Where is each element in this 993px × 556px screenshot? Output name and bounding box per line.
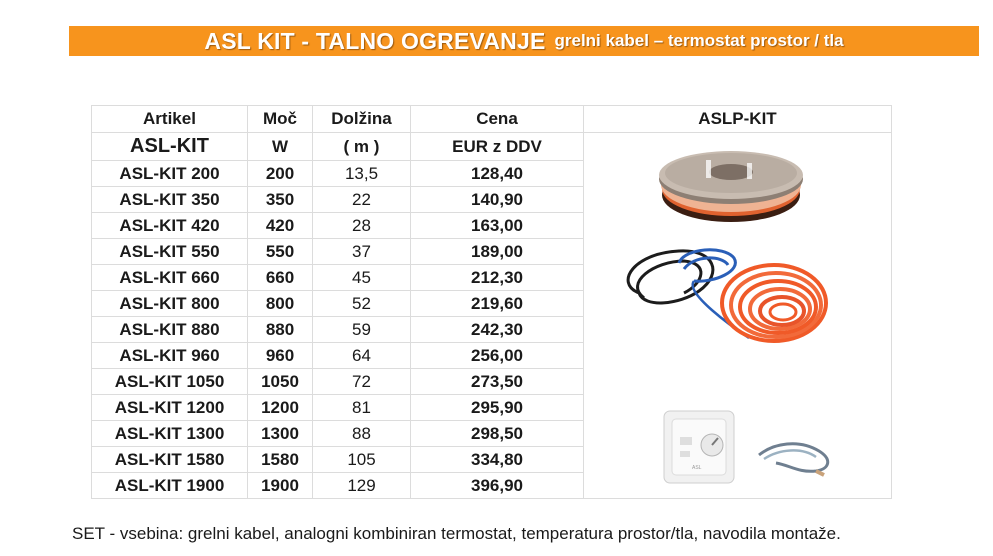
cell-cena: 298,50 <box>411 421 584 447</box>
cell-dolzina: 52 <box>313 291 411 317</box>
header-moc: Moč <box>248 106 313 133</box>
header-artikel: Artikel <box>92 106 248 133</box>
cell-dolzina: 64 <box>313 343 411 369</box>
cell-cena: 128,40 <box>411 161 584 187</box>
cell-moc: 550 <box>248 239 313 265</box>
cell-moc: 350 <box>248 187 313 213</box>
cell-dolzina: 45 <box>313 265 411 291</box>
cell-artikel: ASL-KIT 350 <box>92 187 248 213</box>
page-title: ASL KIT - TALNO OGREVANJE <box>204 27 546 54</box>
cell-moc: 420 <box>248 213 313 239</box>
cell-cena: 396,90 <box>411 473 584 499</box>
cell-dolzina: 28 <box>313 213 411 239</box>
cell-moc: 800 <box>248 291 313 317</box>
cable-reel-image <box>659 151 803 222</box>
cell-artikel: ASL-KIT 1580 <box>92 447 248 473</box>
cell-cena: 334,80 <box>411 447 584 473</box>
cell-cena: 140,90 <box>411 187 584 213</box>
cell-artikel: ASL-KIT 800 <box>92 291 248 317</box>
cell-cena: 219,60 <box>411 291 584 317</box>
cell-dolzina: 37 <box>313 239 411 265</box>
cell-moc: 1050 <box>248 369 313 395</box>
cell-cena: 256,00 <box>411 343 584 369</box>
product-images <box>584 133 890 499</box>
cell-dolzina: 105 <box>313 447 411 473</box>
unit-dolzina: ( m ) <box>313 133 411 161</box>
heating-cable-coil-image <box>628 250 826 341</box>
cell-moc: 1200 <box>248 395 313 421</box>
cell-moc: 1580 <box>248 447 313 473</box>
header-aslp-kit: ASLP-KIT <box>584 106 892 133</box>
cell-artikel: ASL-KIT 1200 <box>92 395 248 421</box>
floor-sensor-image <box>759 444 828 475</box>
thermostat-image <box>664 411 734 483</box>
cell-cena: 212,30 <box>411 265 584 291</box>
cell-cena: 189,00 <box>411 239 584 265</box>
cell-artikel: ASL-KIT 420 <box>92 213 248 239</box>
cell-moc: 200 <box>248 161 313 187</box>
cell-dolzina: 59 <box>313 317 411 343</box>
cell-moc: 880 <box>248 317 313 343</box>
title-banner <box>69 26 979 56</box>
cell-cena: 242,30 <box>411 317 584 343</box>
unit-moc: W <box>248 133 313 161</box>
cell-artikel: ASL-KIT 1300 <box>92 421 248 447</box>
cell-cena: 163,00 <box>411 213 584 239</box>
cell-cena: 295,90 <box>411 395 584 421</box>
cell-artikel: ASL-KIT 1050 <box>92 369 248 395</box>
product-images-cell <box>584 133 892 499</box>
cell-artikel: ASL-KIT 960 <box>92 343 248 369</box>
product-table <box>91 105 892 499</box>
cell-dolzina: 81 <box>313 395 411 421</box>
units-row <box>92 133 892 161</box>
cell-artikel: ASL-KIT 660 <box>92 265 248 291</box>
cell-artikel: ASL-KIT 550 <box>92 239 248 265</box>
cell-moc: 1900 <box>248 473 313 499</box>
cell-artikel: ASL-KIT 880 <box>92 317 248 343</box>
cell-artikel: ASL-KIT 200 <box>92 161 248 187</box>
cell-dolzina: 129 <box>313 473 411 499</box>
header-dolzina: Dolžina <box>313 106 411 133</box>
cell-dolzina: 22 <box>313 187 411 213</box>
unit-artikel: ASL-KIT <box>92 133 248 161</box>
page-subtitle: grelni kabel – termostat prostor / tla <box>554 31 844 50</box>
set-contents-note: SET - vsebina: grelni kabel, analogni kombiniran termostat, temperatura prostor/tla, navodila montaže. <box>72 524 841 543</box>
cell-moc: 660 <box>248 265 313 291</box>
cell-moc: 960 <box>248 343 313 369</box>
cell-dolzina: 88 <box>313 421 411 447</box>
cell-dolzina: 13,5 <box>313 161 411 187</box>
cell-dolzina: 72 <box>313 369 411 395</box>
unit-cena: EUR z DDV <box>411 133 584 161</box>
table-header-row <box>92 106 892 133</box>
header-cena: Cena <box>411 106 584 133</box>
cell-cena: 273,50 <box>411 369 584 395</box>
cell-moc: 1300 <box>248 421 313 447</box>
cell-artikel: ASL-KIT 1900 <box>92 473 248 499</box>
svg-text:ASL: ASL <box>692 465 702 471</box>
